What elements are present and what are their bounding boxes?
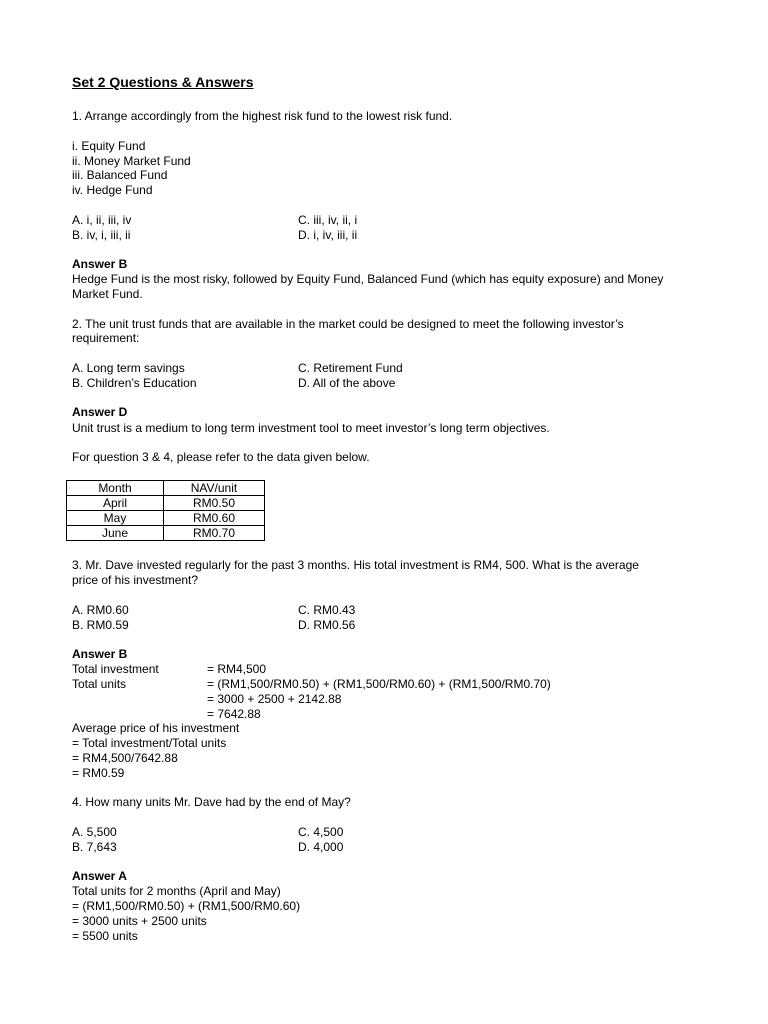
- q4-option-b: B. 7,643: [72, 840, 117, 854]
- column-header-month: Month: [67, 481, 164, 496]
- q3-total-units-line-3: = 7642.88: [207, 707, 261, 721]
- nav-per-unit-table: [66, 480, 265, 541]
- q1-item-2: ii. Money Market Fund: [72, 154, 191, 168]
- question-3-line-2: price of his investment?: [72, 573, 199, 587]
- table-row: [67, 496, 265, 511]
- q3-average-line-3: = RM4,500/7642.88: [72, 751, 178, 765]
- q1-item-4: iv. Hedge Fund: [72, 183, 153, 197]
- q3-total-units-label: Total units: [72, 677, 127, 691]
- q2-option-c: C. Retirement Fund: [298, 361, 403, 375]
- table-cell-month: May: [67, 511, 164, 526]
- question-2-line-1: 2. The unit trust funds that are available in the market could be designed to meet the following investor’s: [72, 317, 624, 331]
- q1-option-b: B. iv, i, iii, ii: [72, 228, 131, 242]
- data-intro-text: For question 3 & 4, please refer to the data given below.: [72, 450, 370, 464]
- question-3-line-1: 3. Mr. Dave invested regularly for the past 3 months. His total investment is RM4, 500. What is the average: [72, 558, 639, 572]
- q2-option-b: B. Children’s Education: [72, 376, 197, 390]
- q4-option-c: C. 4,500: [298, 825, 344, 839]
- q3-option-c: C. RM0.43: [298, 603, 356, 617]
- q4-answer: Answer A: [72, 869, 127, 883]
- q1-explanation-line-1: Hedge Fund is the most risky, followed by Equity Fund, Balanced Fund (which has equity exposure) and Money: [72, 272, 664, 286]
- table-row: [67, 526, 265, 541]
- table-cell-month: April: [67, 496, 164, 511]
- q1-option-d: D. i, iv, iii, ii: [298, 228, 358, 242]
- q3-answer: Answer B: [72, 647, 128, 661]
- q1-option-c: C. iii, iv, ii, i: [298, 213, 358, 227]
- table-cell-nav: RM0.50: [164, 496, 265, 511]
- question-2-line-2: requirement:: [72, 331, 140, 345]
- question-1-text: 1. Arrange accordingly from the highest risk fund to the lowest risk fund.: [72, 109, 453, 123]
- table-cell-month: June: [67, 526, 164, 541]
- q4-work-line-4: = 5500 units: [72, 929, 138, 943]
- page-title: Set 2 Questions & Answers: [72, 74, 254, 90]
- column-header-nav-unit: NAV/unit: [164, 481, 265, 496]
- q2-answer: Answer D: [72, 405, 128, 419]
- q2-option-d: D. All of the above: [298, 376, 396, 390]
- q3-total-units-line-2: = 3000 + 2500 + 2142.88: [207, 692, 342, 706]
- q1-answer: Answer B: [72, 257, 128, 271]
- q3-average-line-1: Average price of his investment: [72, 721, 240, 735]
- table-cell-nav: RM0.70: [164, 526, 265, 541]
- question-4-text: 4. How many units Mr. Dave had by the end of May?: [72, 795, 351, 809]
- q3-option-b: B. RM0.59: [72, 618, 129, 632]
- q2-option-a: A. Long term savings: [72, 361, 185, 375]
- table-cell-nav: RM0.60: [164, 511, 265, 526]
- q3-option-a: A. RM0.60: [72, 603, 129, 617]
- q4-work-line-2: = (RM1,500/RM0.50) + (RM1,500/RM0.60): [72, 899, 301, 913]
- q2-explanation: Unit trust is a medium to long term investment tool to meet investor’s long term objectives.: [72, 421, 550, 435]
- table-row: [67, 511, 265, 526]
- q3-total-investment-value: = RM4,500: [207, 662, 267, 676]
- q3-option-d: D. RM0.56: [298, 618, 356, 632]
- q4-option-d: D. 4,000: [298, 840, 344, 854]
- q4-option-a: A. 5,500: [72, 825, 117, 839]
- q3-average-line-2: = Total investment/Total units: [72, 736, 227, 750]
- q1-item-3: iii. Balanced Fund: [72, 168, 168, 182]
- q1-option-a: A. i, ii, iii, iv: [72, 213, 132, 227]
- q4-work-line-1: Total units for 2 months (April and May): [72, 884, 281, 898]
- q4-work-line-3: = 3000 units + 2500 units: [72, 914, 207, 928]
- q3-total-units-line-1: = (RM1,500/RM0.50) + (RM1,500/RM0.60) + (RM1,500/RM0.70): [207, 677, 551, 691]
- q1-explanation-line-2: Market Fund.: [72, 287, 143, 301]
- q3-average-line-4: = RM0.59: [72, 766, 125, 780]
- q1-item-1: i. Equity Fund: [72, 139, 146, 153]
- q3-total-investment-label: Total investment: [72, 662, 159, 676]
- table-header-row: [67, 481, 265, 496]
